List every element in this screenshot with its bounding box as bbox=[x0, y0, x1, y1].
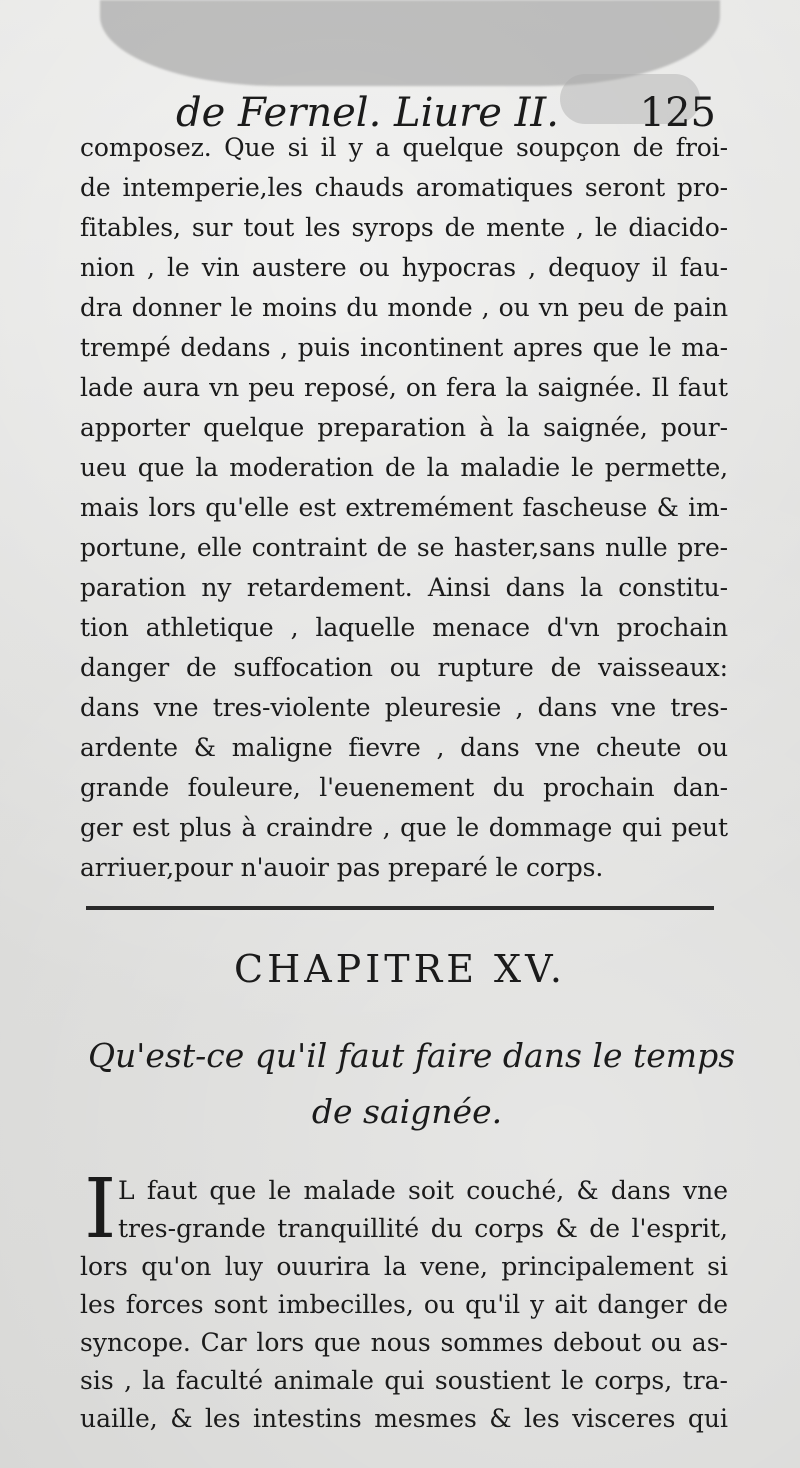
text-line: tres-grande tranquillité du corps & de l'esprit, bbox=[118, 1214, 728, 1243]
text-line: syncope. Car lors que nous sommes debout ou as- bbox=[80, 1328, 728, 1357]
body-text bbox=[80, 128, 728, 888]
section-divider bbox=[86, 906, 714, 910]
text-line: composez. Que si il y a quelque soupçon de froi- bbox=[80, 133, 728, 162]
text-line: trempé dedans , puis incontinent apres que le ma- bbox=[80, 333, 728, 362]
text-line: dans vne tres-violente pleuresie , dans vne tres- bbox=[80, 693, 728, 722]
text-line: ardente & maligne fievre , dans vne cheute ou bbox=[80, 733, 728, 762]
text-line: lors qu'on luy ouurira la vene, principalement si bbox=[80, 1252, 728, 1281]
text-line: apporter quelque preparation à la saignée, pour- bbox=[80, 413, 728, 442]
text-line: nion , le vin austere ou hypocras , dequoy il fau- bbox=[80, 253, 728, 282]
text-line: portune, elle contraint de se haster,sans nulle pre- bbox=[80, 533, 728, 562]
text-line: dra donner le moins du monde , ou vn peu de pain bbox=[80, 293, 728, 322]
text-line: ueu que la moderation de la maladie le permette, bbox=[80, 453, 728, 482]
text-line: les forces sont imbecilles, ou qu'il y ait danger de bbox=[80, 1290, 728, 1319]
text-line: arriuer,pour n'auoir pas preparé le corps. bbox=[80, 853, 604, 882]
text-line: tion athletique , laquelle menace d'vn prochain bbox=[80, 613, 728, 642]
page-number: 125 bbox=[639, 90, 716, 136]
text-line: fitables, sur tout les syrops de mente , le diacido- bbox=[80, 213, 728, 242]
chapter-heading: CHAPITRE XV. bbox=[234, 947, 566, 991]
text-line: danger de suffocation ou rupture de vaisseaux: bbox=[80, 653, 728, 682]
text-line: L faut que le malade soit couché, & dans vne bbox=[118, 1176, 728, 1205]
chapter-subtitle-line: de saignée. bbox=[311, 1092, 503, 1131]
text-line: de intemperie,les chauds aromatiques seront pro- bbox=[80, 173, 728, 202]
text-line: uaille, & les intestins mesmes & les visceres qui bbox=[80, 1404, 728, 1433]
chapter-text bbox=[80, 1162, 728, 1438]
running-head-title: de Fernel. Liure II. bbox=[176, 90, 559, 136]
drop-cap: I bbox=[84, 1162, 117, 1257]
text-line: paration ny retardement. Ainsi dans la constitu- bbox=[80, 573, 728, 602]
text-line: ger est plus à craindre , que le dommage qui peut bbox=[80, 813, 728, 842]
text-line: sis , la faculté animale qui soustient le corps, tra- bbox=[80, 1366, 728, 1395]
text-line: mais lors qu'elle est extremément fascheuse & im- bbox=[80, 493, 728, 522]
text-line: grande fouleure, l'euenement du prochain dan- bbox=[80, 773, 728, 802]
chapter-subtitle-line: Qu'est-ce qu'il faut faire dans le temps bbox=[88, 1036, 736, 1075]
chapter-subtitle bbox=[82, 1028, 736, 1140]
text-line: lade aura vn peu reposé, on fera la saignée. Il faut bbox=[80, 373, 728, 402]
